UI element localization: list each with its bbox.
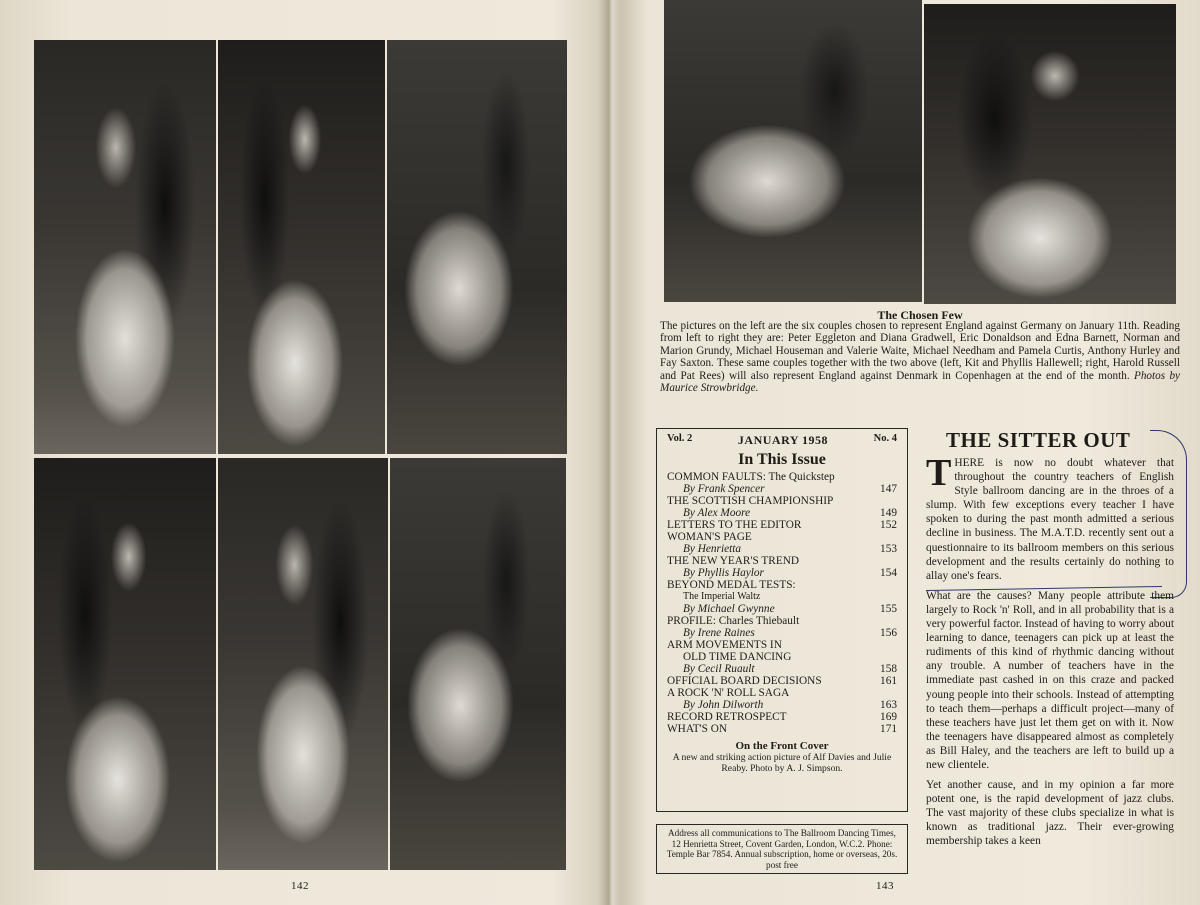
issue-month: JANUARY 1958 xyxy=(737,433,829,447)
entry-author-line xyxy=(667,663,897,675)
contents-entry xyxy=(667,675,897,687)
entry-title-line xyxy=(667,519,897,531)
contents-entry xyxy=(667,471,897,495)
article-body xyxy=(926,452,1174,855)
entry-author: By Alex Moore xyxy=(683,507,751,519)
entry-title-line-2 xyxy=(667,651,897,663)
caption-credit: Photos by Maurice Strowbridge. xyxy=(660,369,1180,395)
entry-title-line xyxy=(667,687,897,699)
address-box: Address all communications to The Ballroom Dancing Times, 12 Henrietta Street, Covent Garden, London, W.C.2. Phone: Temple Bar 7854. Annual subscription, home or overseas, 20s. post free xyxy=(656,824,908,874)
photo-couple-3 xyxy=(387,40,567,454)
photo-reserve-couple-left xyxy=(664,0,922,302)
photo-couple-1 xyxy=(34,40,216,454)
entry-page: 155 xyxy=(880,603,897,615)
entry-title: LETTERS TO THE EDITOR xyxy=(667,519,802,531)
entry-title-line xyxy=(667,711,897,723)
entry-title: A ROCK 'N' ROLL SAGA xyxy=(667,687,790,699)
volume: Vol. 2 xyxy=(667,433,693,444)
caption-text: The pictures on the left are the six couples chosen to represent England against Germany on January 11th. Reading from left to right they are: Peter Eggleton and Diana Gradwell, Eric Donaldson and Edna Barnett, Norman and Marion Grundy, Michael Houseman and Valerie Waite, Michael Needham and Pamela Curtis, Anthony Hurley and Fay Saxton. These same couples together with the two above (left, Kit and Phyllis Hallewell; right, Harold Russell and Pat Rees) will also represent England against Denmark in Copenhagen at the end of the month. xyxy=(660,320,1180,382)
entry-title-line xyxy=(667,675,897,687)
photo-couple-6 xyxy=(390,458,566,870)
contents-heading: In This Issue xyxy=(738,451,826,468)
entry-author-line xyxy=(667,699,897,711)
entry-title: ARM MOVEMENTS IN xyxy=(667,639,782,651)
entry-title-line xyxy=(667,471,897,483)
paragraph-text: HERE is now no doubt whatever that throughout the country teachers of English Style ballroom dancing are in the throes of a slump. With few exceptions every teacher I have spoken to during the past month admitted a serious decline in business. The M.A.T.D. recently sent out a questionnaire to its ballroom members on this serious development and the results certainly do nothing to allay one's fears. xyxy=(926,457,1174,582)
front-cover-text: A new and striking action picture of Alf Davies and Julie Reaby. Photo by A. J. Simpson. xyxy=(672,752,892,774)
entry-title-line xyxy=(667,615,897,627)
photo-reserve-couple-right xyxy=(924,4,1176,304)
page-number-left: 142 xyxy=(291,880,309,892)
drop-cap: T xyxy=(926,452,952,494)
entry-title: WOMAN'S PAGE xyxy=(667,531,752,543)
entry-page: 152 xyxy=(880,519,897,531)
entry-title: THE SCOTTISH CHAMPIONSHIP xyxy=(667,495,834,507)
contents-entry xyxy=(667,639,897,675)
entry-author: By Phyllis Haylor xyxy=(683,567,764,579)
issue-number: No. 4 xyxy=(873,433,897,444)
photo-couple-4 xyxy=(34,458,216,870)
contents-entry xyxy=(667,615,897,639)
entry-title: BEYOND MEDAL TESTS: xyxy=(667,579,796,591)
contents-entry xyxy=(667,579,897,615)
entry-author: By Irene Raines xyxy=(683,627,755,639)
contents-entry xyxy=(667,531,897,555)
article-paragraph-1 xyxy=(926,452,1174,583)
contents-box xyxy=(656,428,908,812)
entry-title-line xyxy=(667,579,897,591)
entry-title-line xyxy=(667,639,897,651)
contents-entry xyxy=(667,687,897,711)
front-cover-heading: On the Front Cover xyxy=(735,740,829,752)
entry-title-line xyxy=(667,495,897,507)
entry-title-2: OLD TIME DANCING xyxy=(683,651,792,663)
entry-page: 154 xyxy=(880,567,897,579)
contents-entry xyxy=(667,519,897,531)
photo-couple-5 xyxy=(218,458,388,870)
entry-author-line xyxy=(667,567,897,579)
entry-title: WHAT'S ON xyxy=(667,723,728,735)
entry-page: 163 xyxy=(880,699,897,711)
contents-entry xyxy=(667,555,897,579)
caption-body xyxy=(660,320,1180,394)
caption-title: The Chosen Few xyxy=(877,308,963,322)
entry-title: OFFICIAL BOARD DECISIONS xyxy=(667,675,822,687)
entry-page: 158 xyxy=(880,663,897,675)
contents-entry xyxy=(667,495,897,519)
entry-title: COMMON FAULTS: The Quickstep xyxy=(667,471,835,483)
page-gutter xyxy=(598,0,622,905)
article-title: THE SITTER OUT xyxy=(946,428,1131,452)
entry-title: THE NEW YEAR'S TREND xyxy=(667,555,800,567)
entry-page: 156 xyxy=(880,627,897,639)
entry-author: By Michael Gwynne xyxy=(683,603,775,615)
entry-author: By Henrietta xyxy=(683,543,742,555)
photo-couple-2 xyxy=(218,40,385,454)
entry-author-line xyxy=(667,603,897,615)
entry-author-line xyxy=(667,507,897,519)
entry-author: By Frank Spencer xyxy=(683,483,765,495)
entry-author: By Cecil Ruault xyxy=(683,663,755,675)
entry-title-line xyxy=(667,555,897,567)
page-number-right: 143 xyxy=(876,880,894,892)
entry-page: 161 xyxy=(880,675,897,687)
entry-title-line xyxy=(667,723,897,735)
entry-title: PROFILE: Charles Thiebault xyxy=(667,615,800,627)
entry-author-line xyxy=(667,543,897,555)
article-paragraph-3: Yet another cause, and in my opinion a far more potent one, is the rapid development of jazz clubs. The vast majority of these clubs specialize in what is known as traditional jazz. Their ever-growing membership takes a keen xyxy=(926,779,1174,848)
contents-entry xyxy=(667,723,897,735)
entry-author-line xyxy=(667,627,897,639)
contents-entry xyxy=(667,711,897,723)
entry-title-line xyxy=(667,531,897,543)
entry-page: 153 xyxy=(880,543,897,555)
contents-list xyxy=(667,471,897,735)
entry-page: 147 xyxy=(880,483,897,495)
entry-page: 171 xyxy=(880,723,897,735)
entry-subtitle: The Imperial Waltz xyxy=(683,591,761,602)
entry-author-line xyxy=(667,483,897,495)
entry-title: RECORD RETROSPECT xyxy=(667,711,787,723)
article-paragraph-2: What are the causes? Many people attribute them largely to Rock 'n' Roll, and in all probability that is a very powerful factor. Instead of having to worry about learning to dance, teenagers can pick up at least the rudiments of this kind of rhythmic dancing without any trouble. A number of teachers have in the immediate past cashed in on this craze and packed young people into their schools. Instead of attempting to teach them—perhaps a difficult project—many of these teachers have just let them get on with it. Now the teenagers have disappeared almost as completely as Bill Haley, and the teachers are left to build up a new clientele. xyxy=(926,589,1174,771)
entry-page: 169 xyxy=(880,711,897,723)
entry-page: 149 xyxy=(880,507,897,519)
entry-author: By John Dilworth xyxy=(683,699,764,711)
issue-line xyxy=(667,433,897,448)
